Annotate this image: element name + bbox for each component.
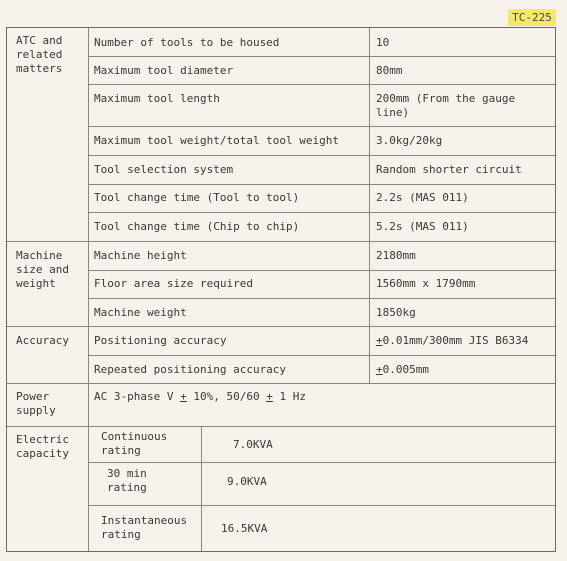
spec-value: 200mm (From the gauge line) — [376, 92, 516, 119]
rating-label: Continuous rating — [101, 430, 168, 457]
spec-value: 2.2s (MAS 011) — [376, 191, 469, 204]
spec-item: Positioning accuracy — [94, 334, 227, 347]
plus-minus-sign: + — [376, 363, 383, 376]
plus-minus-sign: + — [180, 390, 187, 403]
row-divider — [89, 270, 555, 271]
section-divider — [7, 326, 555, 327]
spec-value: 1850kg — [376, 306, 416, 319]
spec-item: Maximum tool length — [94, 92, 220, 105]
spec-value: Random shorter circuit — [376, 163, 522, 176]
spec-item: Repeated positioning accuracy — [94, 363, 287, 376]
rating-value: 16.5KVA — [221, 522, 268, 535]
spec-value — [376, 363, 551, 377]
section-divider — [7, 383, 555, 384]
section-label-machine: Machine size and weight — [16, 249, 69, 290]
section-divider — [7, 241, 555, 242]
page-tag: TC-225 — [508, 9, 556, 26]
spec-value — [376, 334, 551, 348]
column-divider — [88, 28, 89, 551]
power-text: 1 Hz — [272, 390, 306, 403]
spec-item: Machine weight — [94, 306, 187, 319]
row-divider — [89, 355, 555, 356]
row-divider — [89, 155, 555, 156]
power-text: 10%, 50/60 — [186, 390, 267, 403]
spec-item: Tool change time (Tool to tool) — [94, 191, 300, 204]
plus-minus-sign: + — [376, 334, 383, 347]
row-divider — [89, 505, 555, 506]
spec-value: 10 — [376, 36, 390, 49]
spec-item: Floor area size required — [94, 277, 253, 290]
row-divider — [89, 462, 555, 463]
spec-item: Tool selection system — [94, 163, 234, 176]
row-divider — [89, 298, 555, 299]
row-divider — [89, 84, 555, 85]
spec-value: 5.2s (MAS 011) — [376, 220, 469, 233]
spec-value: 80mm — [376, 64, 403, 77]
row-divider — [89, 126, 555, 127]
spec-value-text: 0.01mm/300mm JIS B6334 — [382, 334, 529, 347]
power-text: AC 3-phase V — [94, 390, 181, 403]
row-divider — [89, 184, 555, 185]
row-divider — [89, 212, 555, 213]
rating-label: 30 min rating — [107, 467, 147, 494]
spec-table — [6, 27, 556, 552]
section-label-accuracy: Accuracy — [16, 334, 69, 347]
spec-item: Maximum tool diameter — [94, 64, 234, 77]
spec-item: Number of tools to be housed — [94, 36, 280, 49]
spec-value: 3.0kg/20kg — [376, 134, 443, 147]
plus-minus-sign: + — [266, 390, 273, 403]
rating-label: Instantaneous rating — [101, 514, 188, 541]
spec-item: Tool change time (Chip to chip) — [94, 220, 300, 233]
spec-item: Machine height — [94, 249, 187, 262]
section-divider — [7, 426, 555, 427]
rating-value: 9.0KVA — [227, 475, 267, 488]
spec-item: Maximum tool weight/total tool weight — [94, 134, 340, 147]
row-divider — [89, 56, 555, 57]
section-label-power: Power supply — [16, 390, 56, 417]
power-supply-value — [94, 390, 544, 404]
spec-value-text: 0.005mm — [382, 363, 429, 376]
column-divider — [369, 28, 370, 383]
spec-value: 2180mm — [376, 249, 416, 262]
spec-value: 1560mm x 1790mm — [376, 277, 476, 290]
rating-value: 7.0KVA — [233, 438, 273, 451]
section-label-atc: ATC and related matters — [16, 34, 63, 75]
section-label-electric: Electric capacity — [16, 433, 69, 460]
